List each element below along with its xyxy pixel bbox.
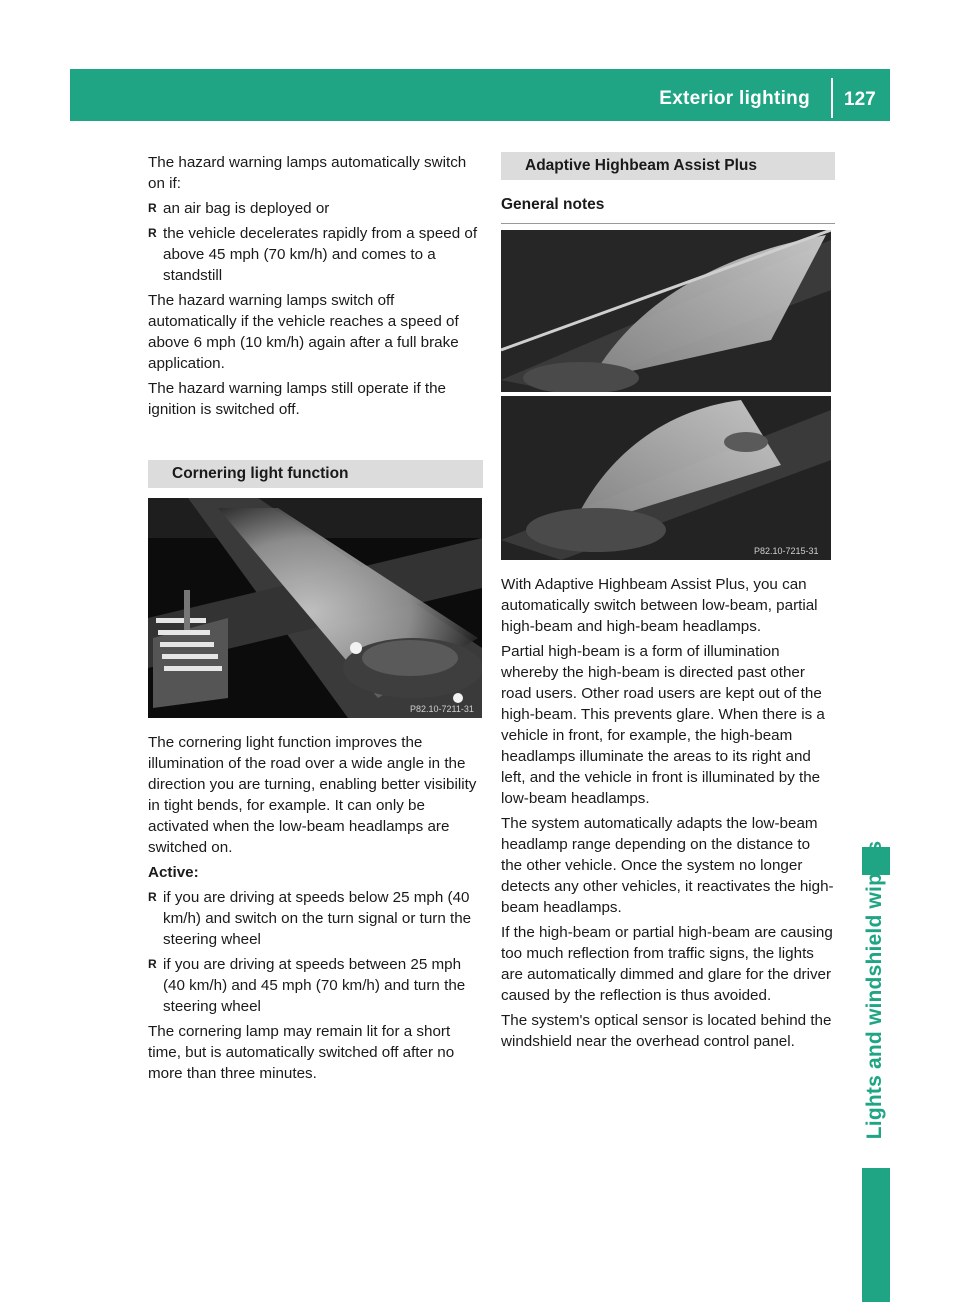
hazard-bullets (148, 198, 483, 286)
paragraph: If the high-beam or partial high-beam are causing too much reflection from traffic signs, the lights are automatically dimmed and glare for the driver caused by the reflection is thus avoided. (501, 924, 833, 1004)
cornering-paragraph: The cornering light function improves the illumination of the road over a wide angle in the direction you are turning, enabling better visibility in tight bends, for example. It can only be activated when the low-beam headlamps are switched on. (148, 734, 477, 856)
list-item: R an air bag is deployed or (148, 198, 483, 219)
figure-code: P82.10-7211-31 (410, 704, 474, 714)
highbeam-assist-figure (501, 230, 831, 560)
general-notes-heading: General notes (501, 194, 835, 224)
list-item: R if you are driving at speeds below 25 mph (40 km/h) and switch on the turn signal or turn the steering wheel (148, 887, 483, 950)
adaptive-highbeam-heading: Adaptive Highbeam Assist Plus (501, 152, 835, 180)
cornering-closing-paragraph: The cornering lamp may remain lit for a short time, but is automatically switched off after no more than three minutes. (148, 1023, 455, 1082)
page-title: Exterior lighting (659, 88, 810, 109)
paragraph: The system's optical sensor is located behind the windshield near the overhead control panel. (501, 1012, 832, 1050)
header-separator (831, 78, 833, 118)
right-column (501, 152, 835, 1056)
list-item: R the vehicle decelerates rapidly from a speed of above 45 mph (70 km/h) and comes to a standstill (148, 223, 483, 286)
active-label: Active: (148, 864, 199, 881)
side-tab-label: Lights and windshield wipers (863, 840, 886, 1140)
hazard-ignition-paragraph: The hazard warning lamps still operate if the ignition is switched off. (148, 380, 446, 418)
hazard-intro: The hazard warning lamps automatically switch on if: (148, 154, 467, 192)
side-tab-bar (862, 1168, 890, 1302)
left-column (148, 152, 483, 1088)
page-number: 127 (844, 89, 876, 110)
active-bullets (148, 887, 483, 1017)
figure-code: P82.10-7215-31 (754, 546, 819, 556)
list-item: R if you are driving at speeds between 25 mph (40 km/h) and 45 mph (70 km/h) and turn the steering wheel (148, 954, 483, 1017)
paragraph: With Adaptive Highbeam Assist Plus, you can automatically switch between low-beam, partial high-beam and high-beam headlamps. (501, 576, 818, 635)
cornering-heading: Cornering light function (148, 460, 483, 488)
paragraph: Partial high-beam is a form of illumination whereby the high-beam is directed past other road users. Other road users are kept out of the high-beam. This prevents glare. When there is a vehicle in front, for example, the high-beam headlamps illuminate the areas to its right and left, and the vehicle in front is illuminated by the low-beam headlamps. (501, 643, 825, 807)
paragraph: The system automatically adapts the low-beam headlamp range depending on the distance to the other vehicle. Once the system no longer detects any other vehicles, it reactivates the high-beam headlamps. (501, 815, 834, 916)
hazard-off-paragraph: The hazard warning lamps switch off automatically if the vehicle reaches a speed of above 6 mph (10 km/h) again after a full brake application. (148, 292, 459, 372)
cornering-light-figure (148, 498, 482, 718)
